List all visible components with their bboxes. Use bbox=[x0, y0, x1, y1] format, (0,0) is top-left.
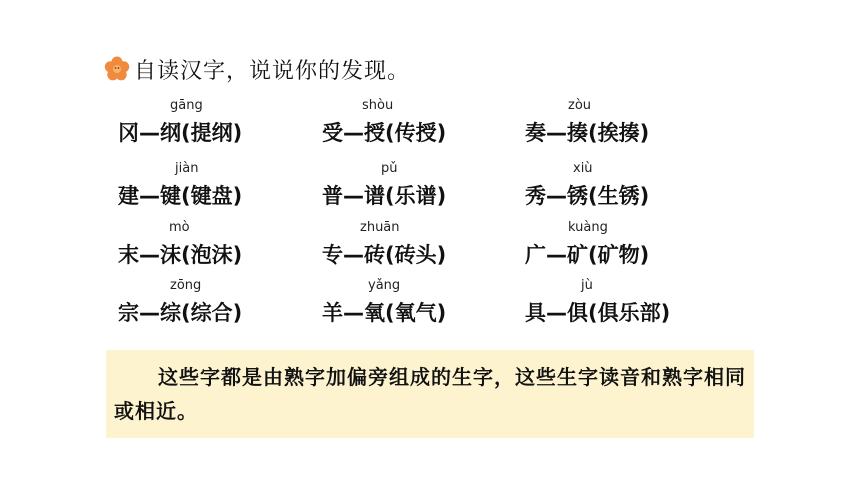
flower-icon bbox=[104, 56, 130, 82]
pinyin: zhuān bbox=[360, 220, 400, 235]
char-pair: 受—授(传授) bbox=[322, 121, 447, 145]
char-pair: 羊—氧(氧气) bbox=[322, 301, 447, 325]
summary-text: 这些字都是由熟字加偏旁组成的生字，这些生字读音和熟字相同或相近。 bbox=[114, 365, 746, 423]
char-pair: 冈—纲(提纲) bbox=[118, 121, 243, 145]
char-pair: 广—矿(矿物) bbox=[525, 243, 650, 267]
char-pair: 具—俱(俱乐部) bbox=[525, 301, 671, 325]
char-pair: 宗—综(综合) bbox=[118, 301, 243, 325]
pinyin: jù bbox=[581, 278, 593, 293]
pinyin: pǔ bbox=[381, 161, 398, 176]
pinyin: kuàng bbox=[568, 220, 608, 235]
char-pair: 奏—揍(挨揍) bbox=[525, 121, 650, 145]
section-title bbox=[104, 54, 410, 84]
char-pair: 秀—锈(生锈) bbox=[525, 184, 650, 208]
pinyin: gāng bbox=[170, 98, 203, 113]
pinyin: yǎng bbox=[368, 278, 401, 293]
summary-note bbox=[106, 350, 754, 438]
char-pair: 普—谱(乐谱) bbox=[322, 184, 447, 208]
char-pair: 专—砖(砖头) bbox=[322, 243, 447, 267]
char-pair: 末—沫(泡沫) bbox=[118, 243, 243, 267]
pinyin: jiàn bbox=[175, 161, 199, 176]
pinyin: mò bbox=[169, 220, 190, 235]
pinyin: xiù bbox=[573, 161, 593, 176]
pinyin: shòu bbox=[362, 98, 394, 113]
pinyin: zōng bbox=[170, 278, 202, 293]
title-text: 自读汉字，说说你的发现。 bbox=[134, 58, 411, 84]
char-pair: 建—键(键盘) bbox=[118, 184, 243, 208]
pinyin: zòu bbox=[568, 98, 592, 113]
